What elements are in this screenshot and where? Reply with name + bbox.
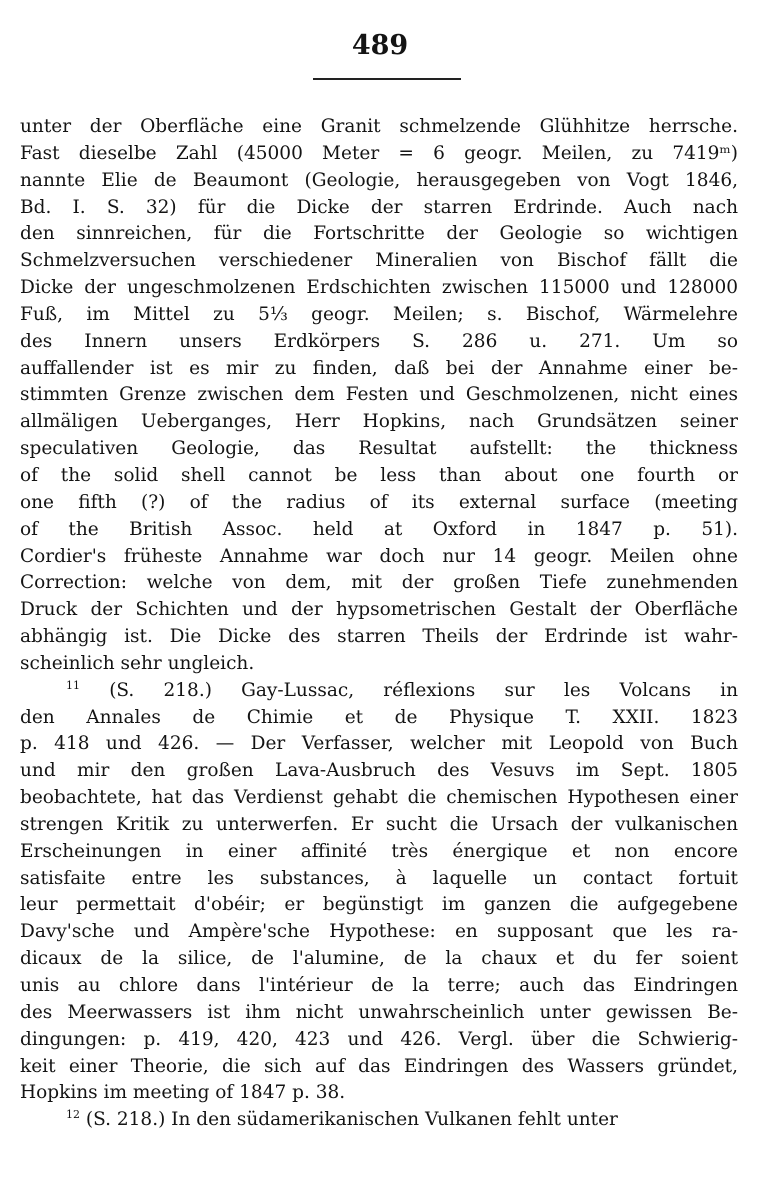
line-text: abhängig ist. Die Dicke des starren Theils der Erdrinde ist wahr- — [20, 626, 738, 648]
text-line — [20, 785, 738, 812]
text-line — [20, 168, 738, 195]
line-text: stimmten Grenze zwischen dem Festen und Geschmolzenen, nicht eines — [20, 384, 738, 406]
text-line — [20, 731, 738, 758]
header-rule — [313, 78, 461, 80]
text-line — [20, 436, 738, 463]
line-text: nannte Elie de Beaumont (Geologie, herausgegeben von Vogt 1846, — [20, 169, 738, 191]
line-text: satisfaite entre les substances, à laquelle un contact fortuit — [20, 867, 738, 889]
line-text: Cordier's früheste Annahme war doch nur 14 geogr. Meilen ohne — [20, 545, 738, 567]
text-line — [20, 705, 738, 732]
line-text: unis au chlore dans l'intérieur de la terre; auch das Eindringen — [20, 975, 738, 996]
line-text: Druck der Schichten und der hypsometrischen Gestalt der Oberfläche — [20, 599, 738, 621]
footnote-line — [20, 678, 738, 705]
line-text: (S. 218.) In den südamerikanischen Vulkanen fehlt unter — [85, 1109, 618, 1131]
line-text: dicaux de la silice, de l'alumine, de la chaux et du fer soient — [20, 948, 738, 970]
line-text: Schmelzversuchen verschiedener Mineralien von Bischof fällt die — [20, 250, 738, 272]
text-line — [20, 221, 738, 248]
line-text: (S. 218.) Gay-Lussac, réflexions sur les Volcans in — [109, 679, 738, 701]
line-text: allmäligen Ueberganges, Herr Hopkins, nach Grundsätzen seiner — [20, 411, 738, 433]
line-text: speculativen Geologie, das Resultat aufstellt: the thickness — [20, 438, 738, 460]
line-text: des Innern unsers Erdkörpers S. 286 u. 271. Um so — [20, 330, 738, 352]
text-line — [20, 195, 738, 222]
text-line — [20, 141, 738, 168]
text-line — [20, 651, 738, 678]
line-text: of the solid shell cannot be less than about one fourth or — [20, 464, 738, 486]
line-text: unter der Oberfläche eine Granit schmelzende Glühhitze herrsche. — [20, 116, 738, 137]
text-line — [20, 1027, 738, 1054]
text-line — [20, 463, 738, 490]
text-line — [20, 1080, 738, 1107]
line-text: Correction: welche von dem, mit der großen Tiefe zunehmenden — [20, 572, 738, 594]
line-text: Hopkins im meeting of 1847 p. 38. — [20, 1082, 346, 1104]
line-text: Bd. I. S. 32) für die Dicke der starren Erdrinde. Auch nach — [20, 196, 738, 218]
text-line — [20, 248, 738, 275]
line-text: Erscheinungen in einer affinité très énergique et non encore — [20, 840, 738, 862]
line-text: Fuß, im Mittel zu 5⅓ geogr. Meilen; s. Bischof, Wärmelehre — [20, 303, 738, 325]
line-text: scheinlich sehr ungleich. — [20, 652, 255, 674]
text-line — [20, 544, 738, 571]
text-line — [20, 329, 738, 356]
line-text: leur permettait d'obéir; er begünstigt im ganzen die aufgegebene — [20, 894, 738, 916]
text-line — [20, 302, 738, 329]
text-line — [20, 866, 738, 893]
line-text: Fast dieselbe Zahl (45000 Meter = 6 geogr. Meilen, zu 7419ᵐ) — [20, 142, 738, 164]
line-text: Davy'sche und Ampère'sche Hypothese: en supposant que les ra- — [20, 921, 738, 943]
text-line — [20, 1054, 738, 1081]
line-text: dingungen: p. 419, 420, 423 und 426. Vergl. über die Schwierig- — [20, 1028, 738, 1050]
text-line — [20, 570, 738, 597]
line-text: strengen Kritik zu unterwerfen. Er sucht die Ursach der vulkanischen — [20, 813, 738, 835]
line-text: den sinnreichen, für die Fortschritte der Geologie so wichtigen — [20, 223, 738, 245]
line-text: one fifth (?) of the radius of its external surface (meeting — [20, 491, 738, 513]
text-line — [20, 356, 738, 383]
text-line — [20, 597, 738, 624]
text-line — [20, 758, 738, 785]
line-text: und mir den großen Lava-Ausbruch des Vesuvs im Sept. 1805 — [20, 760, 738, 782]
text-line — [20, 812, 738, 839]
page-number: 489 — [351, 30, 409, 61]
text-line — [20, 490, 738, 517]
text-line — [20, 946, 738, 973]
footnote-line — [20, 1107, 738, 1134]
text-line — [20, 382, 738, 409]
text-line — [20, 275, 738, 302]
text-line — [20, 1000, 738, 1027]
text-line — [20, 839, 738, 866]
text-line — [20, 892, 738, 919]
line-text: den Annales de Chimie et de Physique T. XXII. 1823 — [20, 706, 738, 728]
text-line — [20, 624, 738, 651]
body-text — [20, 114, 738, 1134]
line-text: keit einer Theorie, die sich auf das Eindringen des Wassers gründet, — [20, 1055, 738, 1077]
line-text: auffallender ist es mir zu finden, daß bei der Annahme einer be- — [20, 357, 738, 379]
line-text: beobachtete, hat das Verdienst gehabt die chemischen Hypothesen einer — [20, 787, 738, 809]
text-line — [20, 517, 738, 544]
text-line — [20, 114, 738, 141]
line-text: des Meerwassers ist ihm nicht unwahrscheinlich unter gewissen Be- — [20, 1001, 738, 1023]
footnote-number: 11 — [66, 678, 80, 692]
text-line — [20, 409, 738, 436]
text-line — [20, 973, 738, 1000]
footnote-number: 12 — [66, 1108, 80, 1122]
line-text: Dicke der ungeschmolzenen Erdschichten zwischen 115000 und 128000 — [20, 277, 738, 299]
line-text: of the British Assoc. held at Oxford in 1847 p. 51). — [20, 518, 738, 540]
line-text: p. 418 und 426. — Der Verfasser, welcher mit Leopold von Buch — [20, 733, 738, 755]
text-line — [20, 919, 738, 946]
